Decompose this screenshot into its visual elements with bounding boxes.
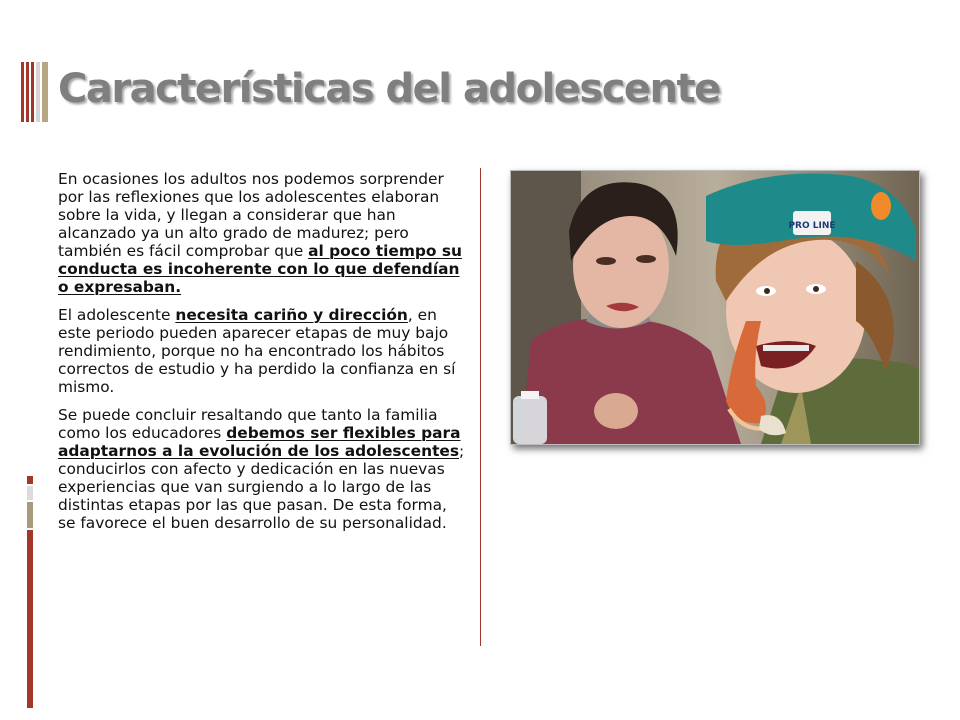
paragraph-text: ; conducirlos con afecto y dedicación en las nuevas experiencias que van surgiendo a lo largo de las distintas etapas por las que pasan. De esta forma, se favorece el buen desarrollo de su personalidad. [58,442,465,532]
emphasized-text: necesita cariño y dirección [175,306,408,324]
paragraph-text: El adolescente [58,306,176,324]
paragraph [58,170,468,296]
emphasized-text: debemos ser flexibles para adaptarnos a la evolución de los adolescentes [58,424,461,460]
slide-title: Características del adolescente [58,66,720,112]
paragraph-text: Se puede concluir resaltando que tanto la familia como los educadores [58,406,438,442]
body-text [58,170,468,542]
paragraph [58,406,468,532]
cap-badge-text: PRO LINE [788,221,836,231]
paragraph-text: En ocasiones los adultos nos podemos sorprender por las reflexiones que los adolescentes elaboran sobre la vida, y llegan a considerar que han alcanzado ya un alto grado de madurez; pero también es fácil comprobar que [58,170,444,260]
paragraph [58,306,468,396]
column-divider [480,168,481,646]
photo [510,170,920,445]
paragraph-text: , en este periodo pueden aparecer etapas de muy bajo rendimiento, porque no ha encontrado los hábitos correctos de estudio y ha perdido la confianza en sí mismo. [58,306,456,396]
emphasized-text: al poco tiempo su conducta es incoherente con lo que defendían o expresaban. [58,242,462,296]
photo-two-teens-crab-claw-icon [511,171,919,444]
